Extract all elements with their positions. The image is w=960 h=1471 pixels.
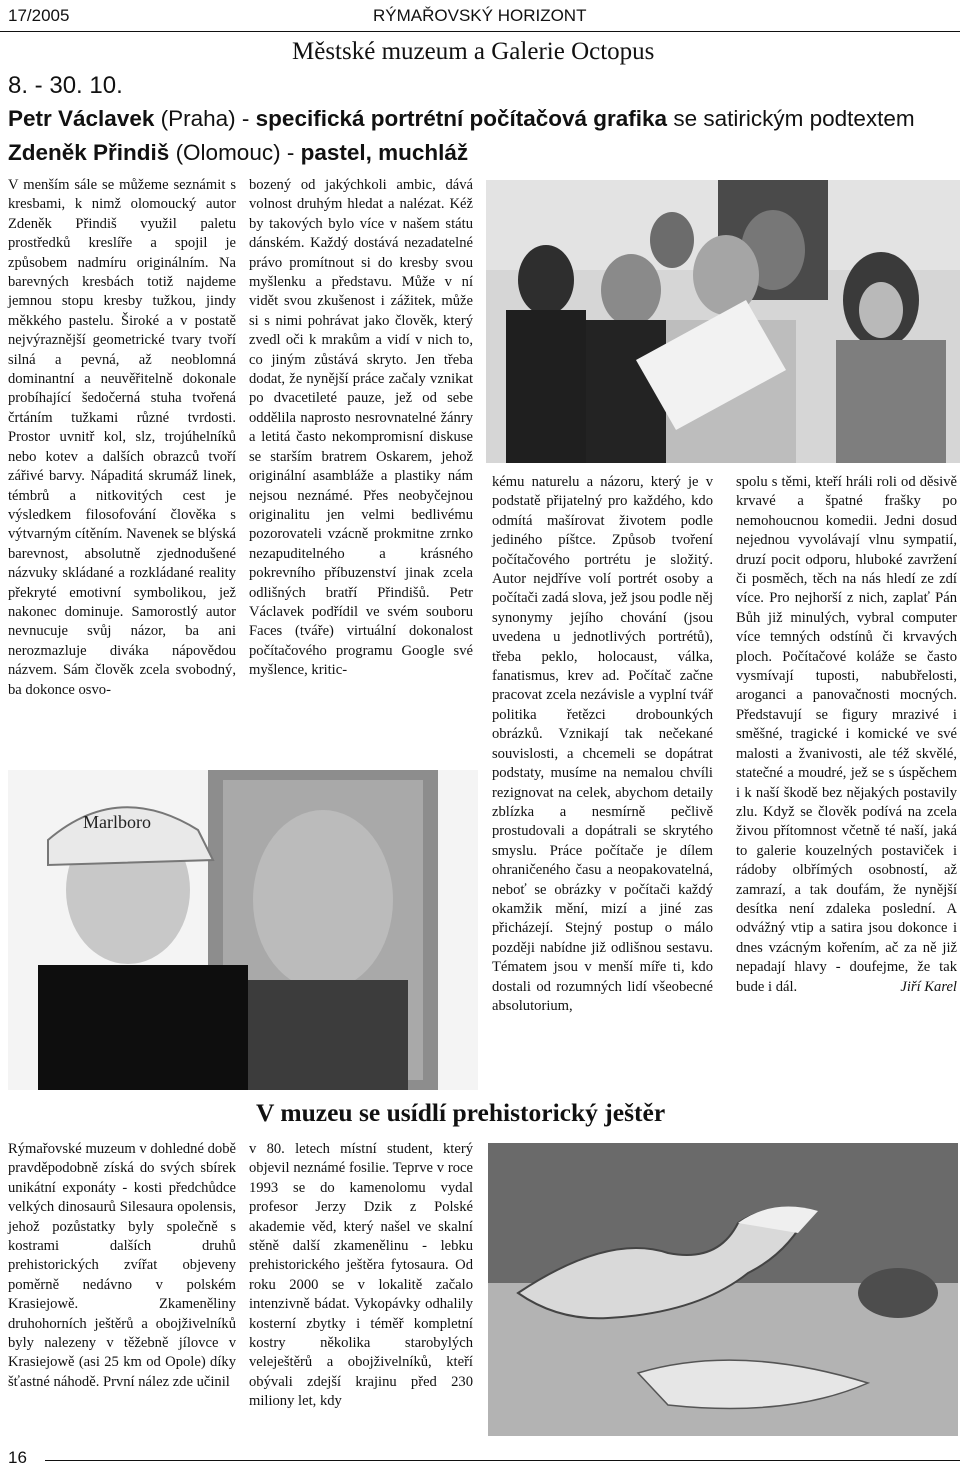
author-signature: Jiří Karel <box>900 978 957 995</box>
article1-column-4 <box>736 473 957 1083</box>
footer-rule <box>45 1460 960 1461</box>
artist-medium-1: specifická portrétní počítačová grafika <box>255 106 668 131</box>
headline-1-rest: se satirickým podtextem <box>667 106 915 131</box>
artist-name-1: Petr Václavek <box>8 106 155 131</box>
article1-column-3: kému naturelu a názoru, který je v podstatě přijatelný pro každého, kdo odmítá mašírovat životem podle jediného píštce. Způsob tvoření počítačového portrétu je složitý. Autor nejdříve volí portrét osoby a počítači zadá slova, jež jsou podle něj synonymy jejího chování (jsou uvedena u jednotlivých portrétů), třeba peklo, holocaust, válka, fanatismus, krev ad. Počítač začne pracovat zcela nezávisle a vyplní tvář politika řetězci drobounkých obrázků. Vznikají tak nečekané souvislosti, a chcemeli se dopátrat podstaty, musíme na nemalou chvíli rezignovat na celek, abychom detaily zblízka a nesmírně pečlivě prostudovali a dopátrali se skrytého smyslu. Práce počítače je dílem ohraničeného času a neopakovatelná, neboť se obrázky v počítači každý okamžik mění, mizí a jiné zas přicházejí. Stejný postup o málo později nabídne již odlišnou sestavu. Tématem jsou v menší míře ti, kdo dostali od rozumných lidí všeobecné absolutorium, <box>492 474 713 1014</box>
artist-medium-2: pastel, muchláž <box>300 140 469 165</box>
artist-city-1: (Praha) - <box>160 106 256 131</box>
article1-column-1: V menším sále se můžeme seznámit s kresbami, k nimž olomoucký autor Zdeněk Přindiš využil paletu prostředků kreslíře a spojil je způsobem nadmíru originálním. Na barevných kresbách totiž najdeme jemnou stopu kresby tužkou, jindy měkkého pastelu. Široké a v postatě nejvýraznější geometrické tvary tvoří silná a pevná, až neoblomná dominantní a neuvěřitelně dokonale probíhající šedočerná stuha tvořená črtáním tužkami různé tvrdosti. Prostor uvnitř kol, slz, trojúhelníků nebo kotev a dalších obrazců tvoří zářivé barvy. Nápaditá skrumáž linek, témbrů a nitkovitých cest je výsledkem filosofování člověka s výtvarným cítěním. Navenek se blýská barevnost, absolutně zjednodušené názvuky skládané a rozkládané reality překryté emotivní symbolikou, jež nakonec dominuje. Samorostlý autor nevnucuje svůj názor, ba ani nerozmazluje diváka nápovědou názvem. Sám člověk zcela svobodný, ba dokonce osvo- <box>8 177 236 698</box>
artist-portrait-photo <box>8 770 478 1090</box>
publication-name: RÝMAŘOVSKÝ HORIZONT <box>373 6 587 25</box>
issue-number: 17/2005 <box>8 6 70 25</box>
portrait-photo-graphic <box>8 770 478 1090</box>
article2-column-1: Rýmařovské muzeum v dohledné době pravděpodobně získá do svých sbírek unikátní exponáty - kosti předchůdce velkých dinosaurů Silesaura opolensis, jehož pozůstatky byly společně s kostrami dalších druhů prehistorických zvířat objeveny poměrně nedávno v polském Krasiejowě. Zkameněliny druhohorních ještěrů a obojživelníků byly nalezeny v těžebně jílovce v Krasiejowě (asi 25 km od Opole) díky šťastné náhodě. První nález zde učinil <box>8 1141 236 1390</box>
dinosaur-photo-graphic <box>488 1143 958 1436</box>
artist-name-2: Zdeněk Přindiš <box>8 140 170 165</box>
article1-column-4-text: spolu s těmi, kteří hráli roli od děsivě krvavé a špatné frašky po nemohoucnou komedii. Jedni dosud nejednou vyvolávají vlnu sympatií, druzí pocit odporu, hluboké zavržení či posměch, těch na nás hledí ze zdí více. Pro nejhorší z nich, zaplať Pán Bůh již minulých, vybral computer více temných odstínů či krvavých ploch. Počítačové koláže se často vysmívají tuposti, nabubřelosti, aroganci a panovačnosti mocných. Představují se figury mrazivé i směšné, tragické i komické ve své malosti a žvanivosti, ale též skvělé, statečné a moudré, jež se s úspěchem i k naší škodě bez nějakých postavily zlu. Když se člověk podívá na zcela živou přítomnost včetně té naší, jaká to galerie kouzelných postaviček i rádoby olbřímých osobností, až zamrazí, a tak doufám, že nynější desítka není zdaleka poslední. A odvážný vtip a satira jsou dokonce i dnes vzácným kořením, ač za ně již nepadají hlavy - doufejme, že tak bude i dál. <box>736 474 957 995</box>
article1-column-2: bozený od jakýchkoli ambic, dává volnost druhým hledat a nalézat. Kéž by takových bylo více v našem státu dánském. Každý dostává nezadatelné právo promítnout si do kresby svou myšlenku a představu. Může v ní vidět svou zkušenost i zážitek, může si s nimi pohrávat jako člověk, který zvedl oči k mrakům a vidí v nich to, co jiným zůstává skryto. Jen třeba dodat, že nynější práce začaly vznikat po dvacetileté pauze, jež od sebe oddělila naprosto nesrovnatelné žánry a letitá často nekompromisní diskuse se starším bratrem Oskarem, jehož originální asambláže a plastiky nám nejsou neznámé. Přes neobyčejnou originalitu jen velmi bedlivému pozorovateli vzácně prokmitne zrnko nezapuditelného a krásného pokrevního příbuzenství jinak zcela odlišných bratří Přindišů. Petr Václavek podřídil ve svém souboru Faces (tváře) virtuální dokonalost počítačového programu Google své myšlence, kritic- <box>249 177 473 679</box>
article2-column-2: v 80. letech místní student, který objevil neznámé fosilie. Teprve v roce 1993 se do kamenolomu vydal profesor Jerzy Dzik z Polské akademie věd, který našel ve skalní stěně další zkamenělinu - lebku prehistorického ještěra fytosaura. Od roku 2000 se v lokalitě začalo intenzivně bádat. Vykopávky odhalily kosterní zbytky i téměř kompletní kostry několika starobylých veleještěrů a obojživelníků, kteří obývali zdejší krajinu před 230 miliony let, kdy <box>249 1141 473 1410</box>
header-rule <box>0 31 960 32</box>
article2-headline: V muzeu se usídlí prehistorický ještěr <box>256 1098 666 1127</box>
exhibition-opening-photo <box>486 180 960 463</box>
artist-city-2: (Olomouc) - <box>175 140 301 165</box>
dinosaur-photo <box>488 1143 958 1436</box>
exhibition-dates: 8. - 30. 10. <box>8 72 123 99</box>
cap-logo-text: Marlboro <box>83 812 151 832</box>
section-title: Městské muzeum a Galerie Octopus <box>292 38 655 65</box>
opening-photo-graphic <box>486 180 960 463</box>
headline-line-2 <box>8 140 468 166</box>
page-number: 16 <box>8 1448 27 1467</box>
headline-line-1 <box>8 106 915 132</box>
